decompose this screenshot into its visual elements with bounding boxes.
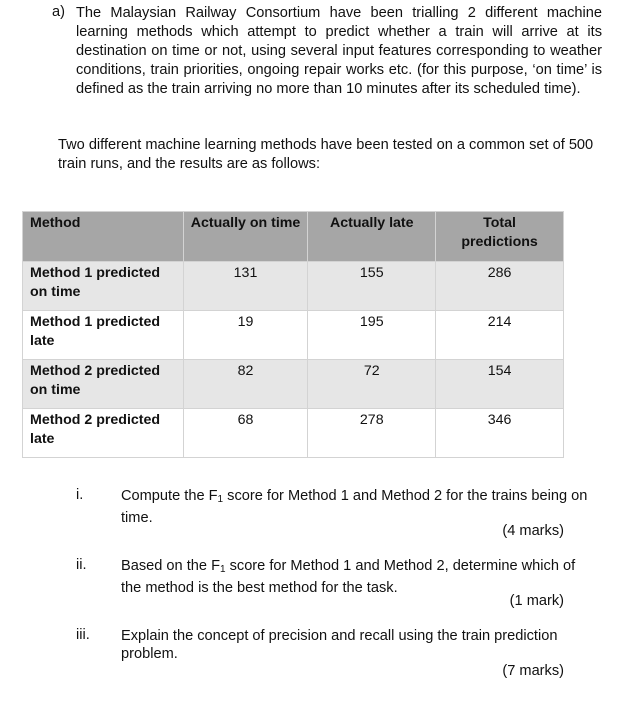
subquestion-numeral: i. [76,487,84,503]
row-label: Method 1 predicted on time [23,262,184,311]
subquestion-numeral: ii. [76,557,87,573]
results-table [22,211,564,458]
subquestion-text: Compute the $F_1$ score for Method 1 and Method 2 for the trains being on time. [121,488,588,526]
cell-on-time: 68 [183,409,308,458]
cell-late: 72 [308,360,436,409]
question-label: a) [52,4,65,20]
table-header-row [23,212,564,262]
header-actually-on-time: Actually on time [183,212,308,262]
row-label: Method 1 predicted late [23,311,184,360]
cell-on-time: 19 [183,311,308,360]
header-actually-late: Actually late [308,212,436,262]
row-label: Method 2 predicted on time [23,360,184,409]
subquestion-numeral: iii. [76,627,90,643]
subquestion-text: Explain the concept of precision and recall using the train prediction problem. [121,628,558,662]
subquestion-text: Based on the $F_1$ score for Method 1 and Method 2, determine which of the method is the best method for the task. [121,558,576,596]
table-row [23,360,564,409]
subquestion-marks: (7 marks) [502,663,564,679]
intro-paragraph: Two different machine learning methods have been tested on a common set of 500 train runs, and the results are as follows: [58,137,594,172]
table-row [23,409,564,458]
question-text: The Malaysian Railway Consortium have been trialling 2 different machine learning methods which attempt to predict whether a train will arrive at its destination on time or not, using several input features corresponding to weather conditions, train priorities, ongoing repair works etc. (for this purpose, ‘on time’ is defined as the train arriving no more than 10 minutes after its scheduled time). [76,5,602,97]
table-row [23,262,564,311]
cell-total: 154 [436,360,564,409]
cell-total: 214 [436,311,564,360]
cell-total: 286 [436,262,564,311]
subquestion-marks: (4 marks) [502,523,564,539]
table-row [23,311,564,360]
cell-late: 155 [308,262,436,311]
header-method: Method [23,212,184,262]
subquestion-marks: (1 mark) [509,593,564,609]
cell-late: 278 [308,409,436,458]
cell-total: 346 [436,409,564,458]
cell-late: 195 [308,311,436,360]
cell-on-time: 82 [183,360,308,409]
cell-on-time: 131 [183,262,308,311]
header-total-predictions: Total predictions [436,212,564,262]
row-label: Method 2 predicted late [23,409,184,458]
